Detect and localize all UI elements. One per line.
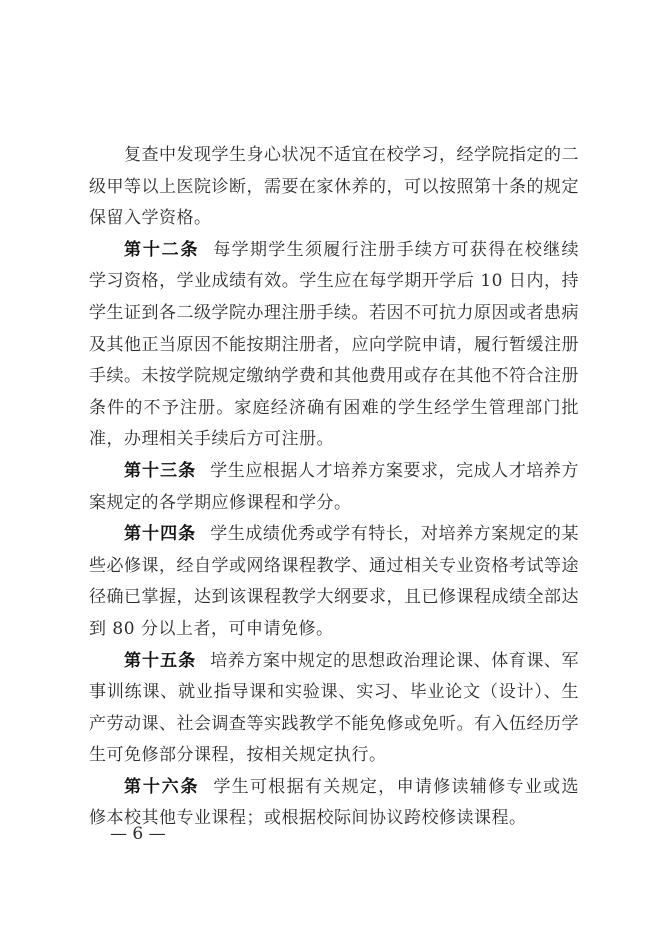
line-text: 条件的不予注册。家庭经济确有困难的学生经学生管理部门批 bbox=[89, 397, 579, 418]
article-heading: 第十六条 bbox=[124, 776, 200, 797]
text-line bbox=[89, 740, 579, 772]
article-heading: 第十五条 bbox=[124, 650, 197, 671]
article-paragraph bbox=[89, 235, 579, 456]
line-text: 学生应根据人才培养方案要求，完成人才培养方 bbox=[210, 460, 579, 481]
article-paragraph bbox=[89, 456, 579, 519]
line-text: 径确已掌握，达到该课程教学大纲要求，且已修课程成绩全部达 bbox=[89, 587, 579, 608]
line-text: 学生证到各二级学院办理注册手续。若因不可抗力原因或者患病 bbox=[89, 302, 579, 323]
text-line bbox=[89, 361, 579, 393]
article-heading: 第十三条 bbox=[124, 460, 197, 481]
text-line bbox=[89, 614, 579, 646]
line-text: 及其他正当原因不能按期注册者，应向学院申请，履行暂缓注册 bbox=[89, 334, 579, 355]
line-text: 每学期学生须履行注册手续方可获得在校继续 bbox=[213, 239, 579, 260]
article-heading: 第十二条 bbox=[124, 239, 200, 260]
line-text: 生可免修部分课程，按相关规定执行。 bbox=[89, 745, 387, 766]
text-line bbox=[89, 646, 579, 678]
text-line bbox=[89, 709, 579, 741]
page-number: — 6 — bbox=[110, 824, 166, 844]
document-body bbox=[89, 140, 579, 835]
text-line bbox=[89, 140, 579, 172]
line-text: 级甲等以上医院诊断，需要在家休养的，可以按照第十条的规定 bbox=[89, 176, 579, 197]
text-line bbox=[89, 551, 579, 583]
line-text: 案规定的各学期应修课程和学分。 bbox=[89, 492, 352, 513]
text-line bbox=[89, 298, 579, 330]
line-text: 些必修课，经自学或网络课程教学、通过相关专业资格考试等途 bbox=[89, 555, 579, 576]
text-line bbox=[89, 519, 579, 551]
text-line bbox=[89, 488, 579, 520]
line-text: 学生可根据有关规定，申请修读辅修专业或选 bbox=[213, 776, 579, 797]
text-line bbox=[89, 424, 579, 456]
paragraph bbox=[89, 140, 579, 235]
text-line bbox=[89, 393, 579, 425]
text-line bbox=[89, 203, 579, 235]
text-line bbox=[89, 266, 579, 298]
line-text: 学生成绩优秀或学有特长，对培养方案规定的某 bbox=[210, 524, 579, 545]
line-text: 准，办理相关手续后方可注册。 bbox=[89, 429, 334, 450]
line-text: 事训练课、就业指导课和实验课、实习、毕业论文（设计）、生 bbox=[89, 682, 579, 703]
text-line bbox=[89, 330, 579, 362]
text-line bbox=[89, 172, 579, 204]
line-text: 复查中发现学生身心状况不适宜在校学习，经学院指定的二 bbox=[124, 145, 579, 165]
text-line bbox=[89, 456, 579, 488]
text-line bbox=[89, 677, 579, 709]
line-text: 产劳动课、社会调查等实践教学不能免修或免听。有入伍经历学 bbox=[89, 713, 579, 734]
article-heading: 第十四条 bbox=[124, 524, 197, 545]
text-line bbox=[89, 235, 579, 267]
line-text: 培养方案中规定的思想政治理论课、体育课、军 bbox=[210, 650, 579, 671]
line-text: 修本校其他专业课程；或根据校际间协议跨校修读课程。 bbox=[89, 808, 527, 829]
article-paragraph bbox=[89, 646, 579, 772]
text-line bbox=[89, 582, 579, 614]
article-paragraph bbox=[89, 519, 579, 645]
line-text: 到 80 分以上者，可申请免修。 bbox=[89, 618, 334, 639]
line-text: 保留入学资格。 bbox=[89, 208, 212, 229]
text-line bbox=[89, 772, 579, 804]
line-text: 学习资格，学业成绩有效。学生应在每学期开学后 10 日内，持 bbox=[89, 271, 579, 292]
line-text: 手续。未按学院规定缴纳学费和其他费用或存在其他不符合注册 bbox=[89, 366, 579, 387]
